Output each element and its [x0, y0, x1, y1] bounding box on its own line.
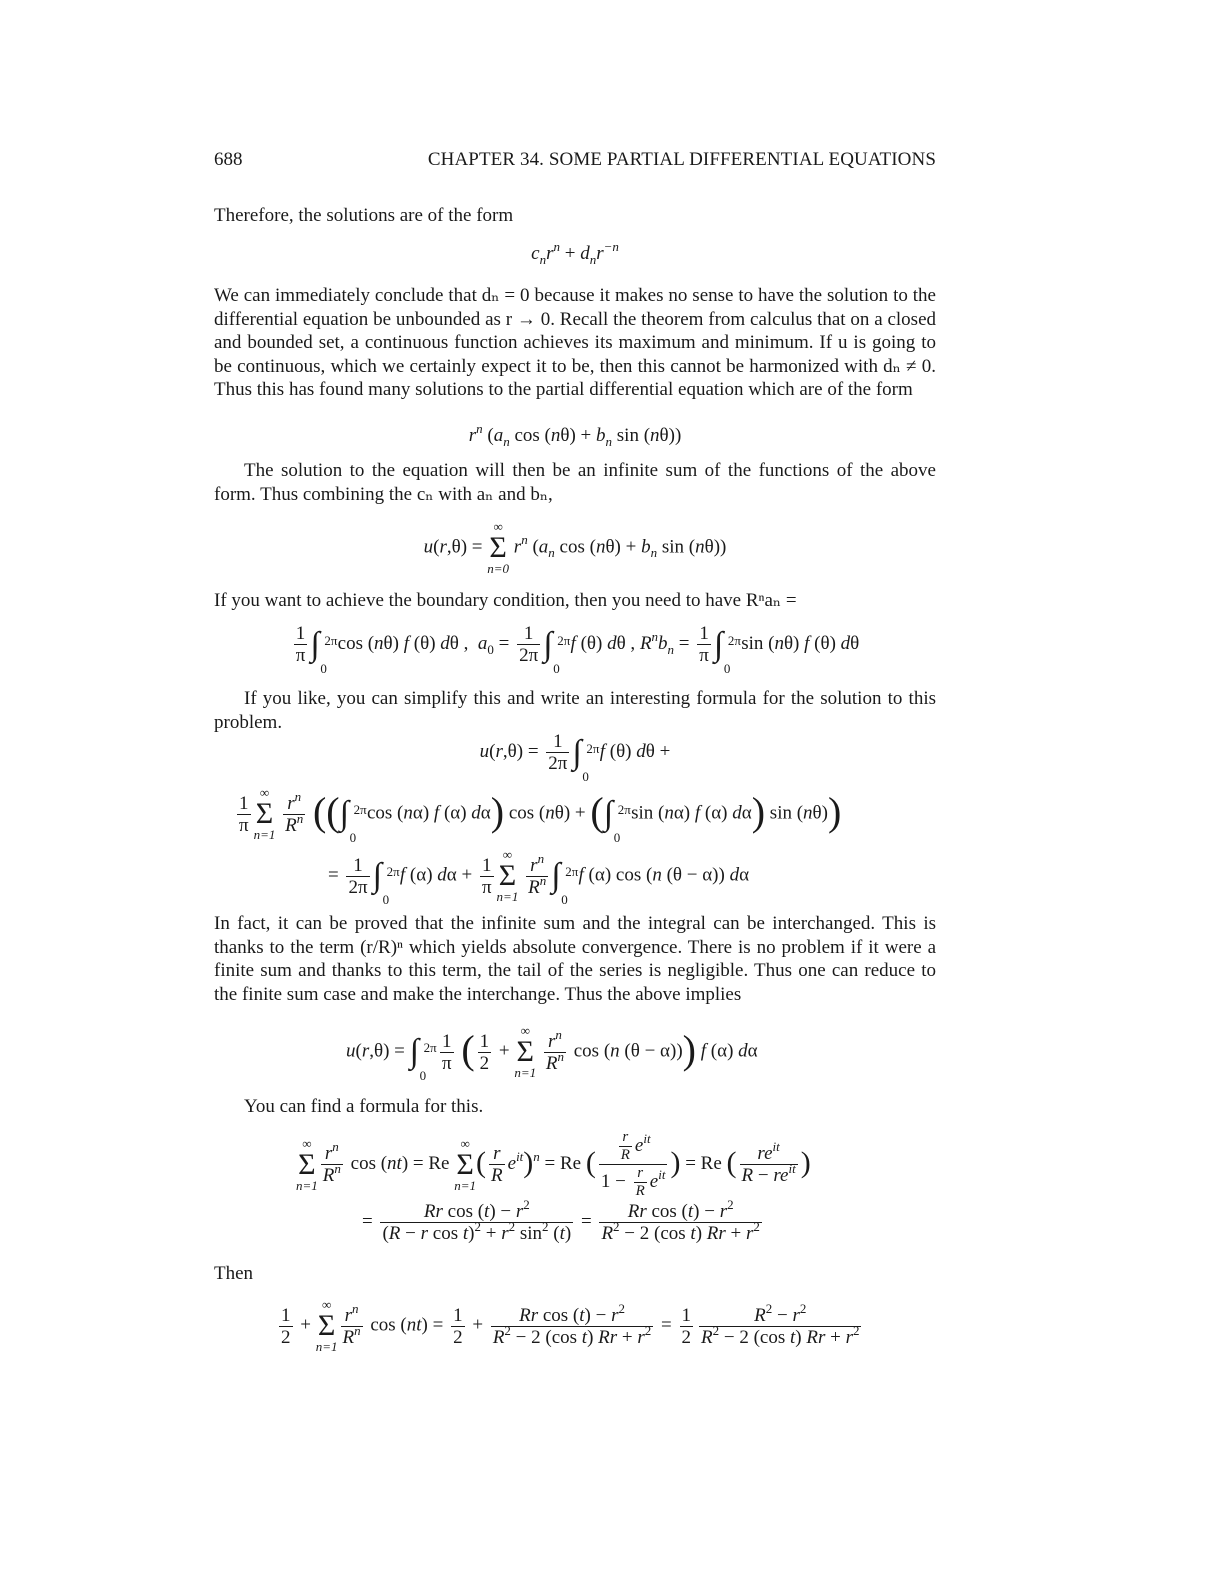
paragraph-5: If you like, you can simplify this and write an interesting formula for the solution to this problem. [214, 688, 936, 733]
paragraph-7: You can find a formula for this. [244, 1096, 484, 1117]
paragraph-2: We can immediately conclude that dₙ = 0 because it makes no sense to have the solution to the differential equation be unbounded as r → 0. Recall the theorem from calculus that on a closed and bounded set, a continuous function achieves its maximum and minimum. If u is going to be continuous, which we certainly expect it to be, then this cannot be harmonized with dₙ ≠ 0. Thus this has found many solutions to the partial differential equation which are of the form [214, 285, 936, 401]
equation-2: $r^n$ ($a_n$ $\cos (n\theta) + b_n$ sin (nθ)) [468, 421, 682, 449]
equation-9: ∞ Σ n=1 $\frac{r^n}{R^n}$ cos (nt) = Re ∞ Σ n=1 ( $\frac{r}{R}$ $e^{it})^n = Re$ ( $\frac{r}{R}$ $e^{it}$ 1 − $\frac{r}{R}$ $e^{it}$ ) = Re ( $\frac{re^{it}}{R - re^{it}}$ ) [296, 1129, 811, 1199]
equation-7: = $\frac{1}{2\pi}$ ∫ 2π 0 f (α) dα + $\frac{1}{\pi}$ ∞ Σ n=1 $\frac{r^n}{R^n}$ ∫ 2π 0 f (α) cos (n (θ − α)) dα [328, 847, 750, 907]
equation-10: = $\frac{Rr \cos (t) - r^2}{(R - r \cos t)^2 + r^2 \sin^2 (t)}$ = $\frac{Rr \cos (t) - r^2}{R^2 - 2 (\cos t) Rr + r^2}$ [362, 1197, 760, 1244]
running-header [214, 150, 936, 174]
paragraph-3: The solution to the equation will then be an infinite sum of the functions of the above form. Thus combining the cₙ with aₙ and bₙ, [214, 460, 936, 505]
equation-1: $c_nr^n + d_nr^{-n}$ [531, 239, 619, 267]
chapter-title: CHAPTER 34. SOME PARTIAL DIFFERENTIAL EQUATIONS [427, 149, 936, 170]
equation-11: $\frac{1}{2}$ + ∞ Σ n=1 $\frac{r^n}{R^n}$ cos (nt) = $\frac{1}{2}$ + $\frac{Rr \cos (t) - r^2}{R^2 - 2 (\cos t) Rr + r^2}$ = $\frac{1}{2}$ $\frac{R^2 - r^2}{R^2 - 2 (\cos t) Rr + r^2}$ [281, 1297, 860, 1354]
equation-6: $\frac{1}{\pi}$ ∞ Σ n=1 $\frac{r^n}{R^n}$ ((∫ 2π 0 cos (nα) f (α) dα) cos (nθ) + (∫ 2π 0 sin (nα) f (α) dα) sin (nθ)) [239, 785, 842, 845]
paragraph-8: Then [214, 1263, 254, 1284]
paragraph-4: If you want to achieve the boundary condition, then you need to have Rⁿaₙ = [214, 590, 797, 611]
paragraph-1: Therefore, the solutions are of the form [214, 205, 514, 226]
equation-8: u(r,θ) = ∫ 2π 0 $\frac{1}{\pi}$ ( $\frac{1}{2}$ + ∞ Σ n=1 $\frac{r^n}{R^n}$ cos (n (θ − α))) f (α) dα [346, 1023, 758, 1083]
equation-3: u(r,θ) = ∞ Σ n=0 $r^n$ ($a_n$ $\cos (n\theta) + b_n$ sin (nθ)) [423, 519, 727, 576]
equation-4: $\frac{1}{\pi}$ ∫ 2π 0 cos (nθ) f (θ) dθ , $a_0$ = $\frac{1}{2\pi}$ ∫ 2π 0 f (θ) dθ , $R^nb_n$ = $\frac{1}{\pi}$ ∫ 2π 0 sin (nθ) f (θ) dθ [295, 623, 860, 676]
paragraph-6: In fact, it can be proved that the infinite sum and the integral can be interchanged. This is thanks to the term (r/R)ⁿ which yields absolute convergence. There is no problem if it were a finite sum and thanks to this term, the tail of the series is negligible. Thus one can reduce to the finite sum case and make the interchange. Thus the above implies [214, 913, 936, 1005]
equation-5: u(r,θ) = $\frac{1}{2\pi}$ ∫ 2π 0 f (θ) dθ + [479, 731, 671, 784]
page-number: 688 [214, 149, 243, 170]
